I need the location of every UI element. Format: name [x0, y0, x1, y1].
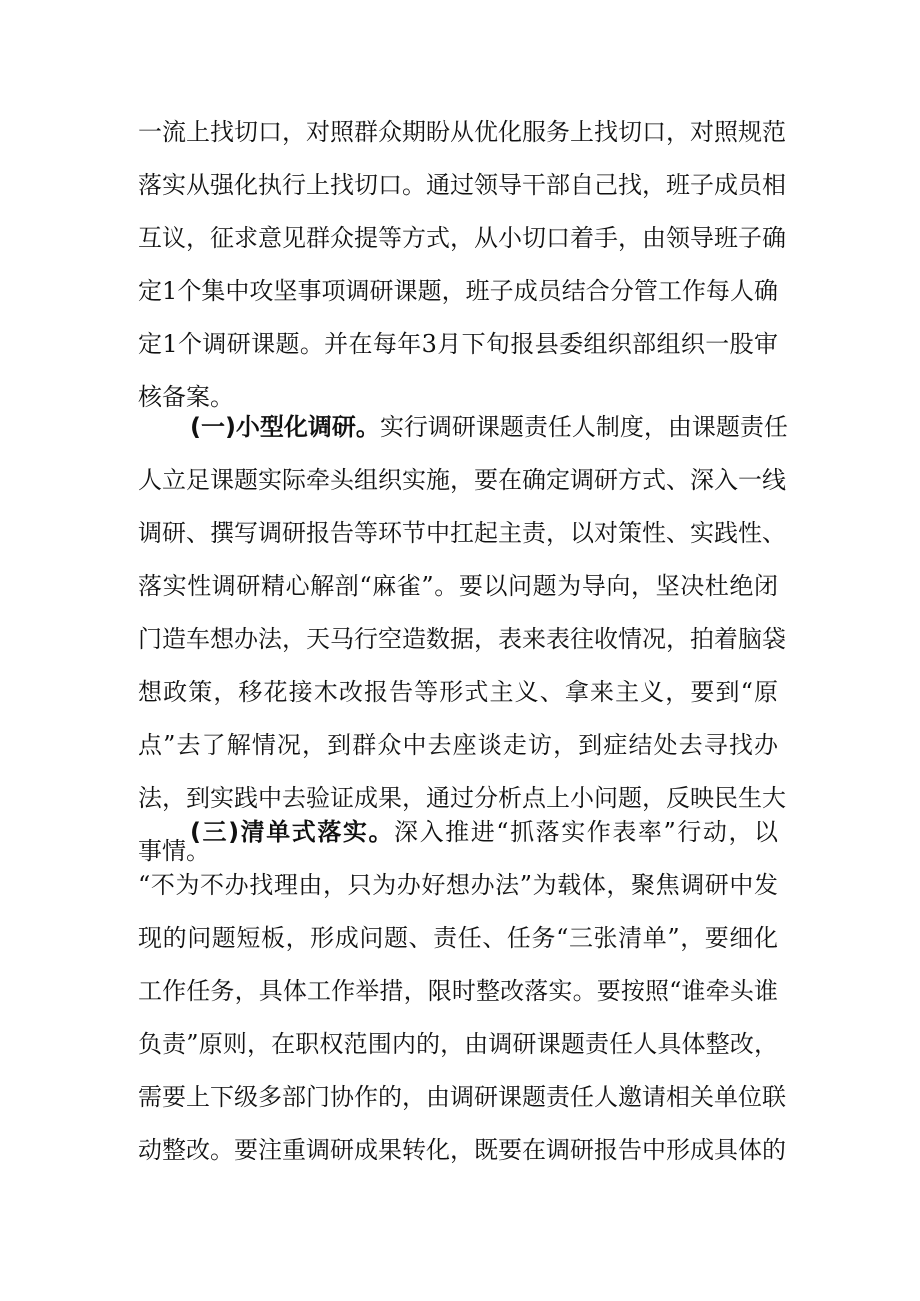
text-line: 门造车想办法，天马行空造数据，表来表往收情况，拍着脑袋	[138, 625, 786, 653]
text-line: 互议，征求意见群众提等方式，从小切口着手，由领导班子确	[138, 224, 786, 252]
text-line-first	[138, 817, 778, 870]
text-fragment: 实行调研课题责任人制度，由课题责任	[379, 413, 788, 441]
text-line: 一流上找切口，对照群众期盼从优化服务上找切口，对照规范	[138, 118, 786, 146]
text-line: 点”去了解情况，到群众中去座谈走访，到症结处去寻找办	[138, 731, 778, 759]
text-line: 落实从强化执行上找切口。通过领导干部自己找，班子成员相	[138, 171, 786, 199]
text-line: 想政策，移花接木改报告等形式主义、拿来主义，要到“原	[138, 678, 778, 706]
text-line: 动整改。要注重调研成果转化，既要在调研报告中形成具体的	[138, 1136, 786, 1164]
section-heading: (一)小型化调研。	[190, 413, 380, 441]
text-fragment: 深入推进“抓落实作表率”行动，以	[394, 818, 779, 846]
text-line: 调研、撰写调研报告等环节中扛起主责，以对策性、实践性、	[138, 519, 786, 547]
section-heading: (三)清单式落实。	[190, 818, 395, 846]
text-line: 落实性调研精心解剖“麻雀”。要以问题为导向，坚决杜绝闭	[138, 572, 778, 600]
text-line: “不为不办找理由，只为办好想办法”为载体，聚焦调研中发	[138, 871, 778, 899]
text-line: 核备案。	[138, 383, 234, 411]
text-line: 现的问题短板，形成问题、责任、任务“三张清单”，要细化	[138, 924, 778, 952]
text-line: 事情。	[138, 837, 210, 865]
text-line: 定1个调研课题。并在每年3月下旬报县委组织部组织一股审	[138, 330, 778, 358]
text-line: 负责”原则，在职权范围内的，由调研课题责任人具体整改，	[138, 1030, 778, 1058]
text-line: 工作任务，具体工作举措，限时整改落实。要按照“谁牵头谁	[138, 977, 778, 1005]
text-line: 需要上下级多部门协作的，由调研课题责任人邀请相关单位联	[138, 1083, 786, 1111]
text-line: 人立足课题实际牵头组织实施，要在确定调研方式、深入一线	[138, 466, 786, 494]
paragraph-continuation	[138, 117, 786, 435]
text-line: 定1个集中攻坚事项调研课题，班子成员结合分管工作每人确	[138, 277, 778, 305]
text-line-first	[138, 412, 788, 465]
text-line: 法，到实践中去验证成果，通过分析点上小问题，反映民生大	[138, 784, 786, 812]
paragraph-checklist-implementation	[138, 817, 786, 1188]
